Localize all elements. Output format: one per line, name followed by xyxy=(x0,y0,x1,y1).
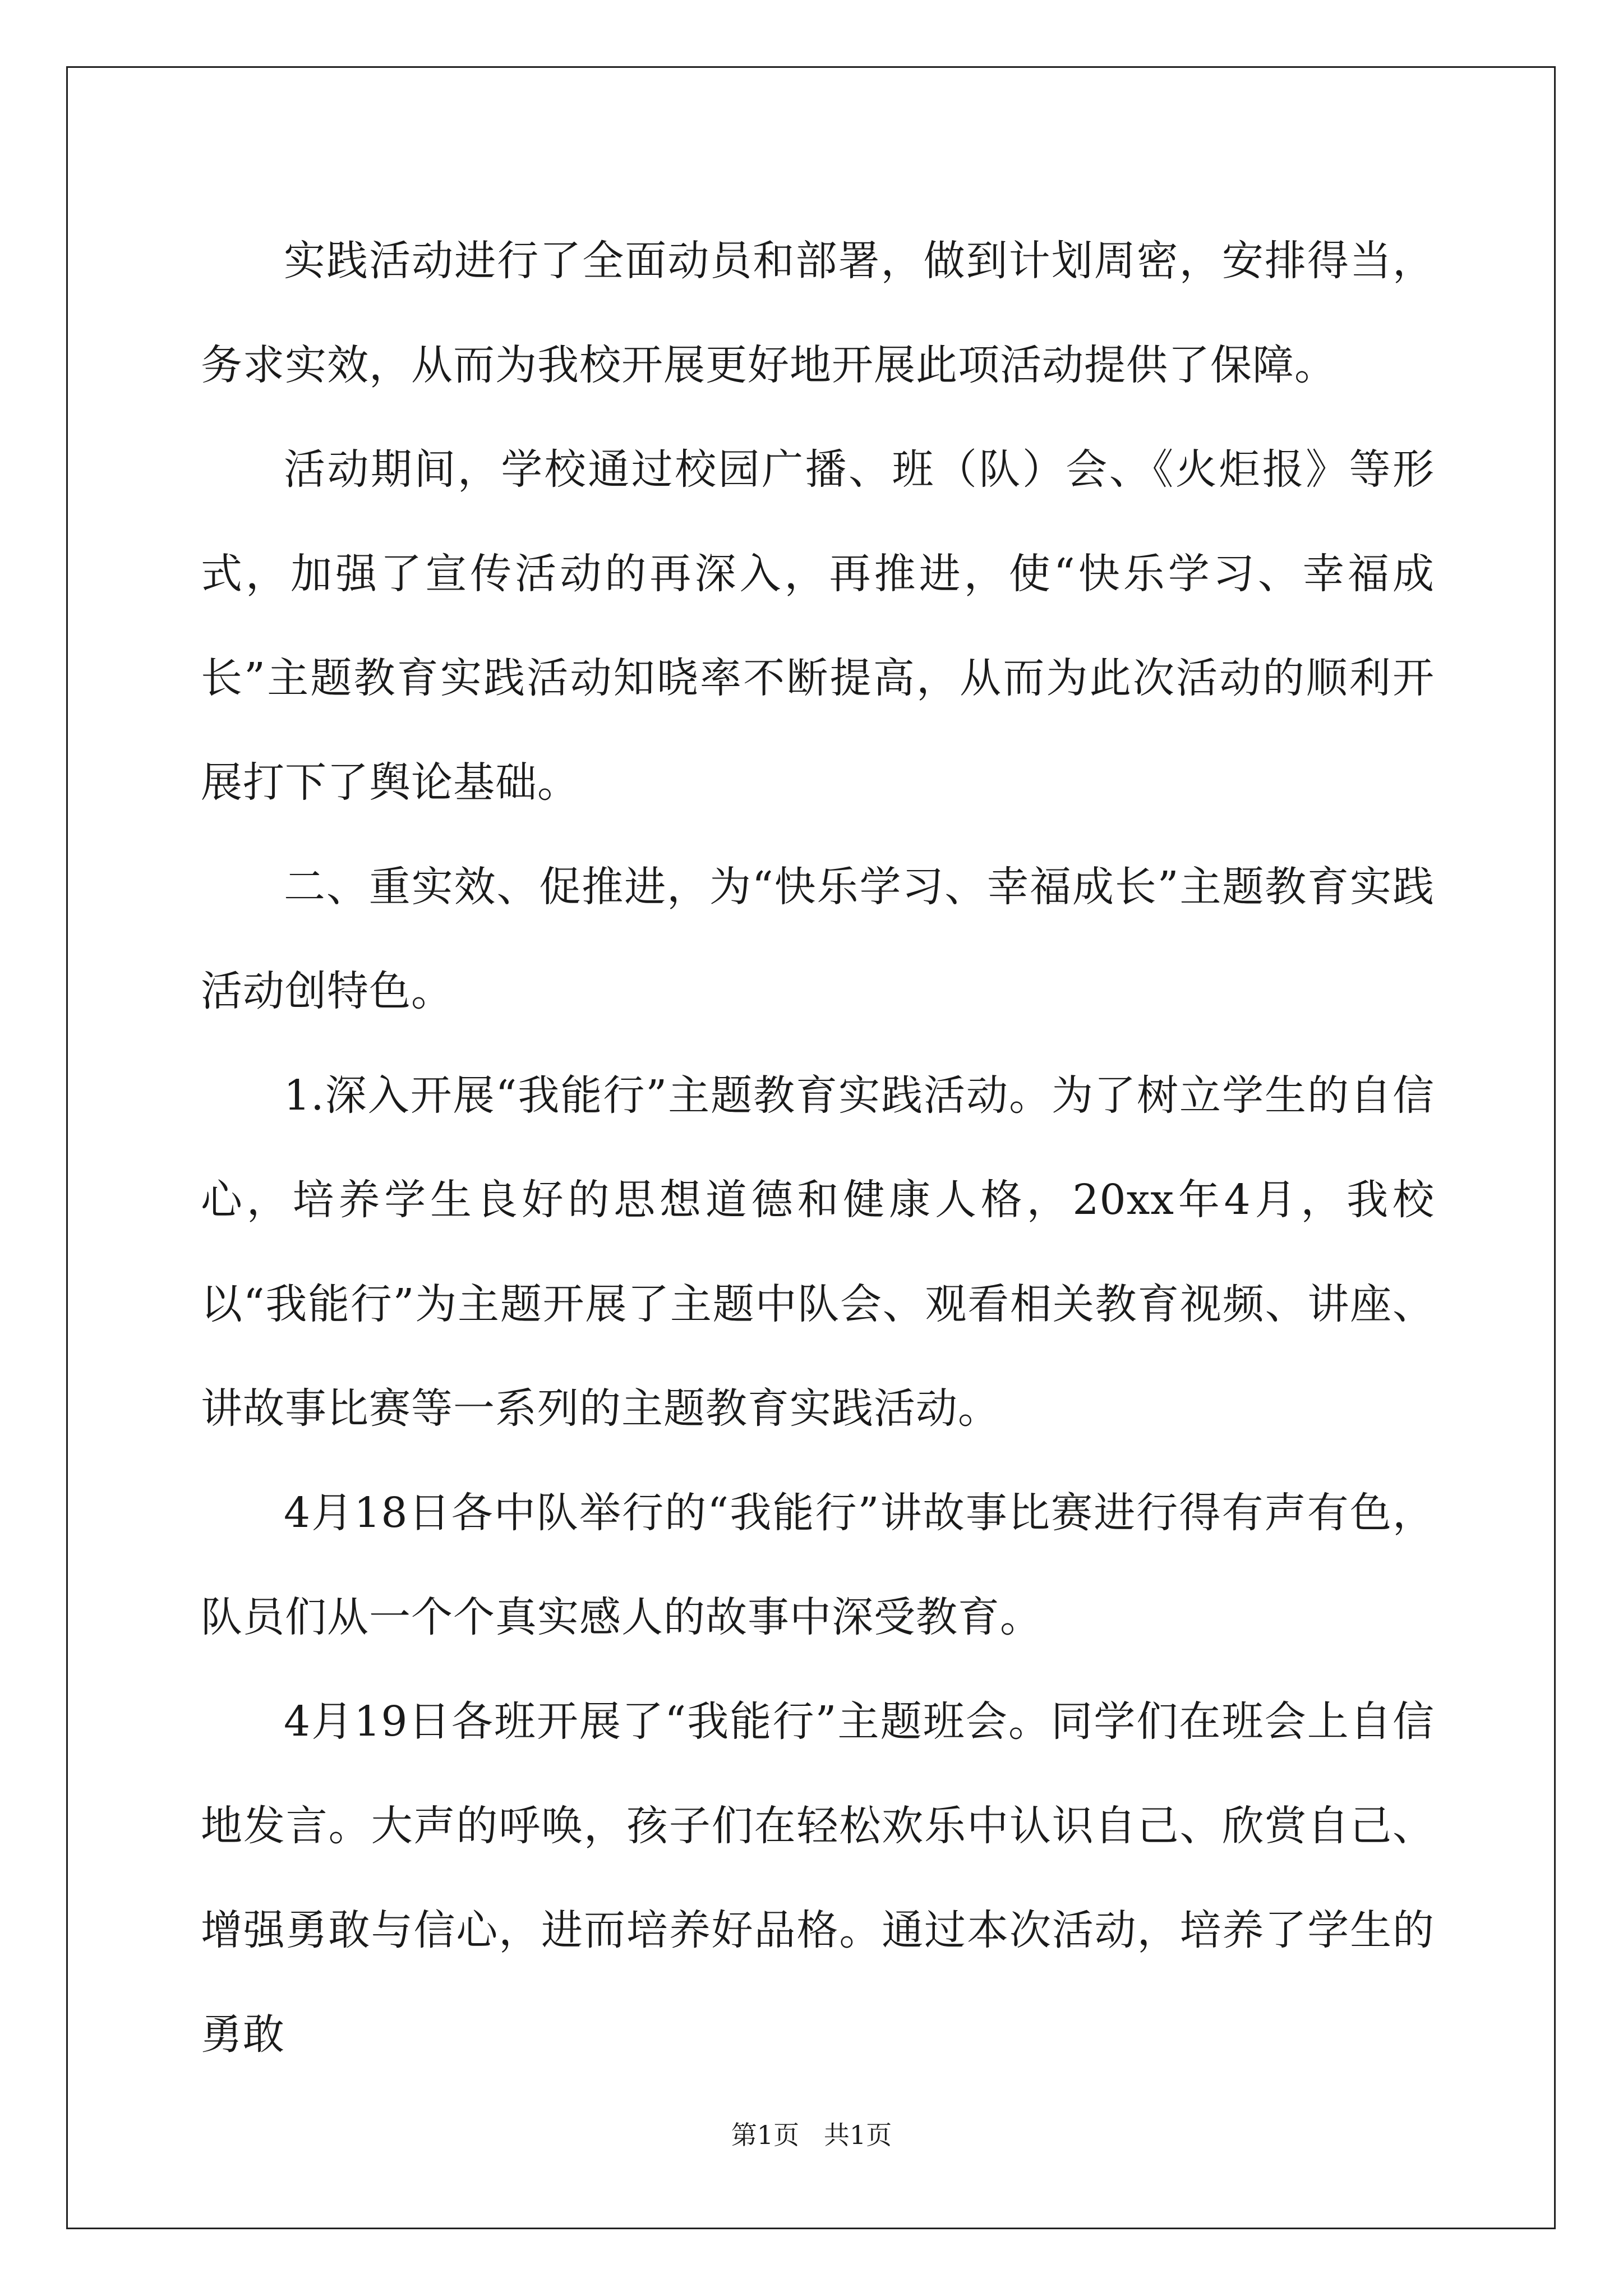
paragraph-5: 4月18日各中队举行的“我能行”讲故事比赛进行得有声有色，队员们从一个个真实感人的故事中深受教育。 xyxy=(201,1489,1435,1641)
paragraph-3: 二、重实效、促推进，为“快乐学习、幸福成长”主题教育实践活动创特色。 xyxy=(201,863,1435,1015)
paragraph-4: 1.深入开展“我能行”主题教育实践活动。为了树立学生的自信心，培养学生良好的思想道德和健康人格，20xx年4月，我校以“我能行”为主题开展了主题中队会、观看相关教育视频、讲座、讲故事比赛等一系列的主题教育实践活动。 xyxy=(201,1071,1435,1433)
page-number-footer: 第1页 共1页 xyxy=(731,2120,892,2150)
paragraph-6: 4月19日各班开展了“我能行”主题班会。同学们在班会上自信地发言。大声的呼唤，孩子们在轻松欢乐中认识自己、欣赏自己、增强勇敢与信心，进而培养好品格。通过本次活动，培养了学生的勇敢 xyxy=(201,1697,1435,2059)
document-body xyxy=(201,209,1435,2087)
paragraph-1: 实践活动进行了全面动员和部署，做到计划周密，安排得当，务求实效，从而为我校开展更好地开展此项活动提供了保障。 xyxy=(201,237,1435,389)
paragraph-2: 活动期间，学校通过校园广播、班（队）会、《火炬报》等形式，加强了宣传活动的再深入，再推进，使“快乐学习、幸福成长”主题教育实践活动知晓率不断提高，从而为此次活动的顺利开展打下了舆论基础。 xyxy=(201,445,1435,807)
